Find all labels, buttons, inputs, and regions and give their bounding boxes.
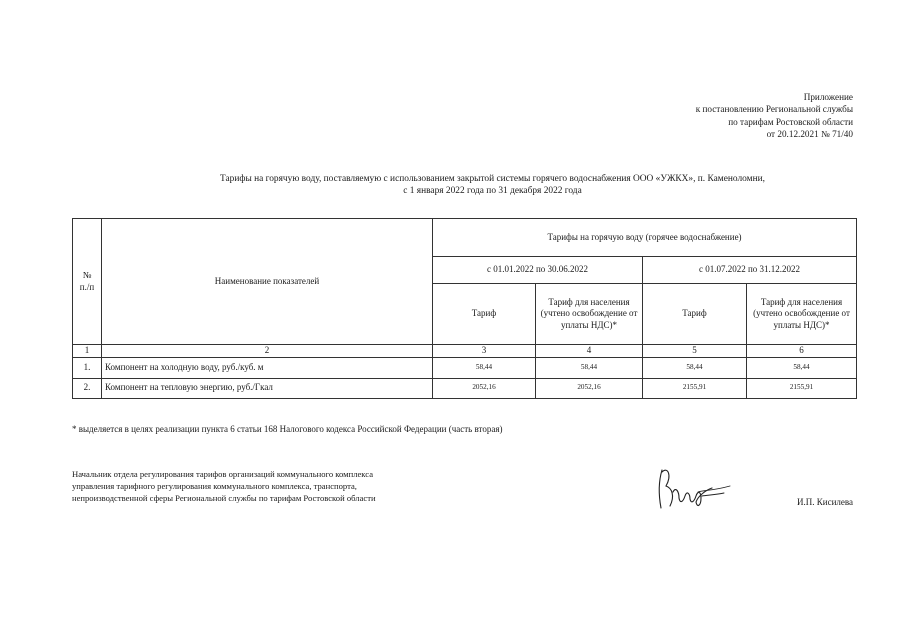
index-cell: 6 — [747, 345, 857, 358]
handwritten-signature — [652, 462, 734, 514]
appendix-header — [696, 91, 853, 141]
header-period2: с 01.07.2022 по 31.12.2022 — [698, 264, 801, 275]
header-population2-cell — [747, 284, 857, 345]
appendix-line: по тарифам Ростовской области — [728, 116, 853, 127]
header-number-cell — [73, 219, 102, 345]
header-group: Тарифы на горячую воду (горячее водоснабжение) — [547, 231, 742, 242]
footnote: * выделяется в целях реализации пункта 6 статьи 168 Налогового кодекса Российской Федерации (часть вторая) — [72, 424, 503, 434]
header-population2: Тариф для населения (учтено освобождение от уплаты НДС)* — [753, 296, 850, 330]
header-number-line2: п./п — [79, 281, 95, 292]
table-row — [73, 378, 857, 398]
header-tariff2-cell — [643, 284, 747, 345]
row-number: 2. — [73, 378, 102, 398]
title-line: Тарифы на горячую воду, поставляемую с использованием закрытой системы горячего водоснабжения ООО «УЖКХ», п. Каменоломни, — [220, 174, 765, 184]
appendix-line: к постановлению Региональной службы — [695, 104, 853, 115]
index-cell: 2 — [102, 345, 433, 358]
index-cell: 5 — [643, 345, 747, 358]
row-name: Компонент на тепловую энергию, руб./Гкал — [102, 378, 433, 398]
row-value-tariff2: 2155,91 — [643, 378, 747, 398]
row-value-population1: 2052,16 — [536, 378, 643, 398]
signer-position-line: непроизводственной сферы Региональной службы по тарифам Ростовской области — [72, 493, 376, 503]
document-title — [70, 173, 905, 198]
row-value-tariff1: 58,44 — [433, 357, 536, 378]
signer-position-line: управления тарифного регулирования коммунального комплекса, транспорта, — [72, 481, 357, 491]
header-group-cell — [433, 219, 857, 257]
row-value-population1: 58,44 — [536, 357, 643, 378]
tariff-table — [72, 218, 857, 399]
header-name: Наименование показателей — [214, 275, 320, 286]
header-period1: с 01.01.2022 по 30.06.2022 — [486, 264, 589, 275]
header-population1-cell — [536, 284, 643, 345]
row-number: 1. — [73, 357, 102, 378]
row-value-tariff1: 2052,16 — [433, 378, 536, 398]
title-line: с 1 января 2022 года по 31 декабря 2022 года — [403, 186, 582, 197]
signer-name: И.П. Кисилева — [797, 497, 853, 507]
table-row — [73, 357, 857, 378]
signer-position-line: Начальник отдела регулирования тарифов организаций коммунального комплекса — [72, 469, 374, 479]
header-number-line1: № — [82, 270, 92, 280]
header-period2-cell — [643, 257, 857, 284]
index-cell: 4 — [536, 345, 643, 358]
row-value-population2: 2155,91 — [747, 378, 857, 398]
signer-position — [72, 468, 376, 504]
row-value-tariff2: 58,44 — [643, 357, 747, 378]
header-period1-cell — [433, 257, 643, 284]
appendix-line: Приложение — [803, 92, 853, 102]
appendix-line: от 20.12.2021 № 71/40 — [766, 129, 853, 140]
header-population1: Тариф для населения (учтено освобождение от уплаты НДС)* — [540, 296, 638, 330]
index-cell: 1 — [73, 345, 102, 358]
header-tariff1-cell — [433, 284, 536, 345]
header-tariff1: Тариф — [471, 308, 497, 319]
header-tariff2: Тариф — [682, 308, 707, 319]
index-cell: 3 — [433, 345, 536, 358]
row-name: Компонент на холодную воду, руб./куб. м — [102, 357, 433, 378]
row-value-population2: 58,44 — [747, 357, 857, 378]
header-name-cell — [102, 219, 433, 345]
